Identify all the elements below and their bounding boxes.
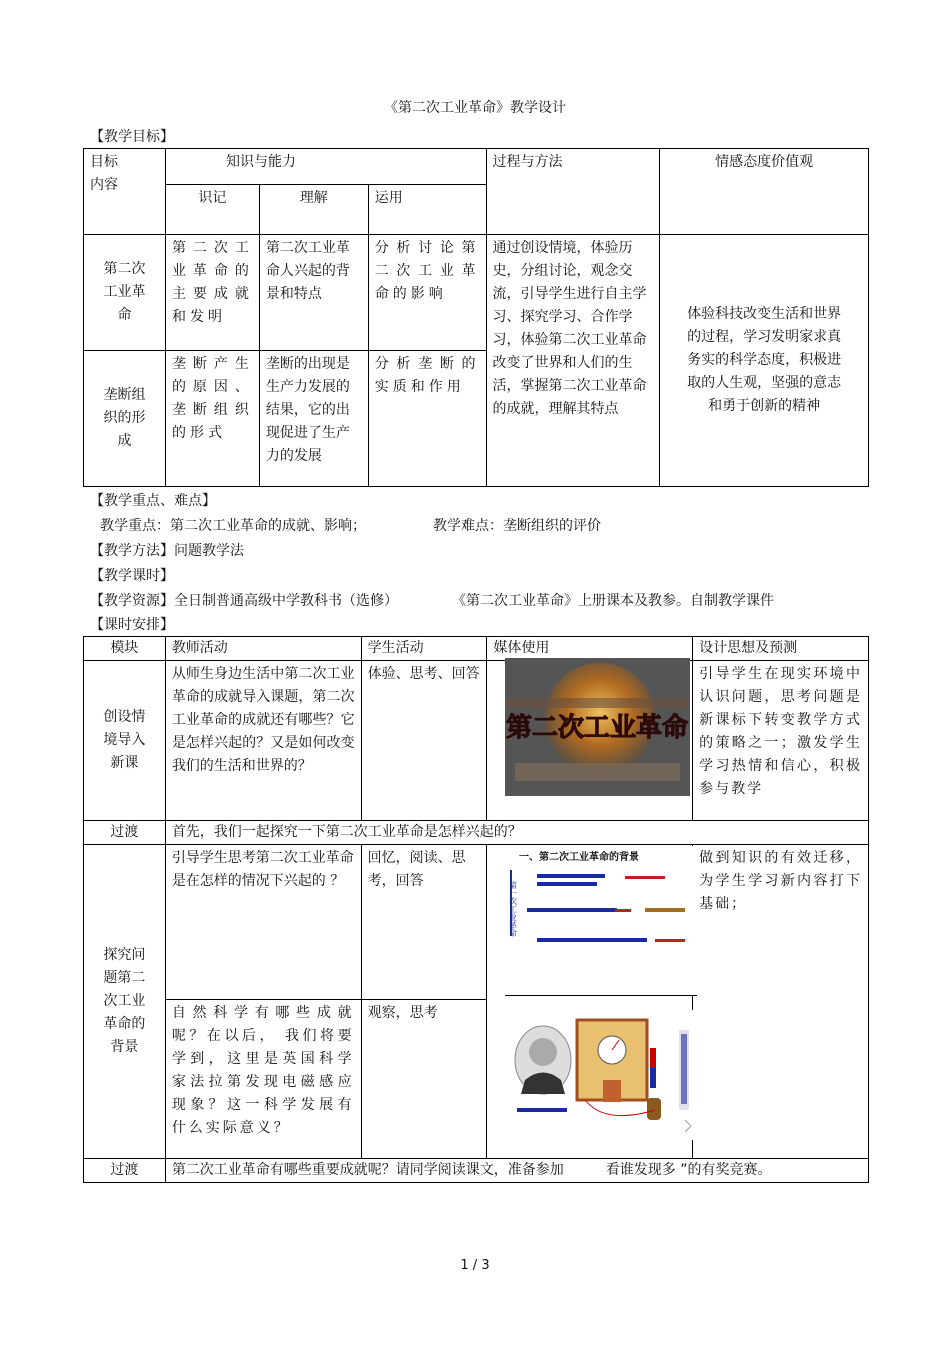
row-monopoly: 垄断组织的形成: [84, 351, 166, 487]
t1-label: 过渡: [84, 821, 166, 845]
slide-heading: 一、第二次工业革命的背景: [519, 852, 639, 863]
r2-teacher-a: 引导学生思考第二次工业革命是在怎样的情况下兴起的 ？: [165, 845, 361, 1000]
r2-understand: 垄断的出现是生产力发展的结果，它的出现促进了生产力的发展: [259, 351, 368, 487]
h-design: 设计思想及预测: [693, 637, 869, 661]
page-title: 《第二次工业革命》教学设计: [384, 100, 566, 116]
emotion-values: 体验科技改变生活和世界的过程，学习发明家求真务实的科学态度，积极进取的人生观，坚强的意志和勇于创新的精神: [660, 235, 869, 487]
r1-teacher: 从师生身边生活中第二次工业革命的成就导入课题，第二次工业革命的成就还有哪些？它是怎样兴起的？又是如何改变我们的生活和世界的？: [165, 661, 361, 821]
r1-design: 引导学生在现实环境中认识问题，思考问题是新课标下转变教学方式的策略之一；激发学生学习热情和信心，积极参与教学: [693, 661, 869, 821]
schedule-table: [83, 636, 869, 1183]
r2-student-a: 回忆，阅读、思考，回答: [361, 845, 487, 1000]
h-student: 学生活动: [361, 637, 487, 661]
header-emotion: 情感态度价值观: [660, 149, 869, 235]
difficulty-line: 教学难点：垄断组织的评价: [433, 518, 601, 534]
header-knowledge: 知识与能力: [165, 149, 486, 185]
section-resources-b: 《第二次工业革命》上册课本及教参。自制教学课件: [452, 593, 774, 609]
header-apply: 运用: [368, 185, 486, 235]
r1-module: 创设情境导入新课: [84, 661, 166, 821]
media-banner-image: [505, 658, 690, 796]
r2-student-b: 观察，思考: [361, 1000, 487, 1159]
row-industrial-revolution: 第二次工业革命: [84, 235, 166, 351]
section-hours: 【教学课时】: [90, 568, 174, 584]
section-goals: 【教学目标】: [90, 129, 174, 145]
section-key-points: 【教学重点、难点】: [90, 493, 216, 509]
header-remember: 识记: [165, 185, 259, 235]
h-media: 媒体使用: [487, 637, 693, 661]
r1-apply: 分析讨论第二次工业革命的影响: [368, 235, 486, 351]
r1-student: 体验、思考、回答: [361, 661, 487, 821]
process-method: 通过创设情境，体验历史，分组讨论，观念交流，引导学生进行自主学习、探究学习、合作学习，体验第二次工业革命改变了世界和人们的生活，掌握第二次工业革命的成就，理解其特点: [486, 235, 660, 487]
t2-label: 过渡: [84, 1159, 166, 1183]
banner-text: 第二次工业革命: [505, 713, 689, 743]
header-process: 过程与方法: [486, 149, 660, 235]
header-target-content: 目标 内容: [84, 149, 166, 235]
section-resources-a: 【教学资源】全日制普通高级中学教科书（选修）: [90, 593, 398, 609]
h-module: 模块: [84, 637, 166, 661]
header-understand: 理解: [259, 185, 368, 235]
r1-understand: 第二次工业革命人兴起的背景和特点: [259, 235, 368, 351]
h-teacher: 教师活动: [165, 637, 361, 661]
media-faraday-slide: [505, 1010, 697, 1140]
t1-text: 首先，我们一起探究一下第二次工业革命是怎样兴起的？: [165, 821, 868, 845]
r2-module: 探究问题第二次工业革命的背景: [84, 845, 166, 1159]
goals-table: [83, 148, 869, 487]
section-schedule: 【课时安排】: [90, 617, 174, 633]
r2-design: 做到知识的有效迁移，为学生学习新内容打下基础；: [693, 845, 869, 1159]
key-point-line: 教学重点：第二次工业革命的成就、影响；: [100, 518, 366, 534]
t2-text: 第二次工业革命有哪些重要成就呢？请同学阅读课文，准备参加 看谁发现多 ”的有奖竞赛。: [165, 1159, 868, 1183]
r2-remember: 垄断产生的原因、垄断组织的形式: [165, 351, 259, 487]
r2-apply: 分析垄断的实质和作用: [368, 351, 486, 487]
r2-teacher-b: 自然科学有哪些成就呢？在以后， 我们将要学到，这里是英国科学家法拉第发现电磁感应现象？这一科学发展有什么实际意义？: [165, 1000, 361, 1159]
page-number: 1 / 3: [460, 1258, 490, 1273]
media-slide-background: [505, 846, 697, 996]
r1-remember: 第二次工业革命的主要成就和发明: [165, 235, 259, 351]
slide-side: 第一次工业革命: [508, 881, 518, 937]
section-method: 【教学方法】问题教学法: [90, 543, 244, 559]
